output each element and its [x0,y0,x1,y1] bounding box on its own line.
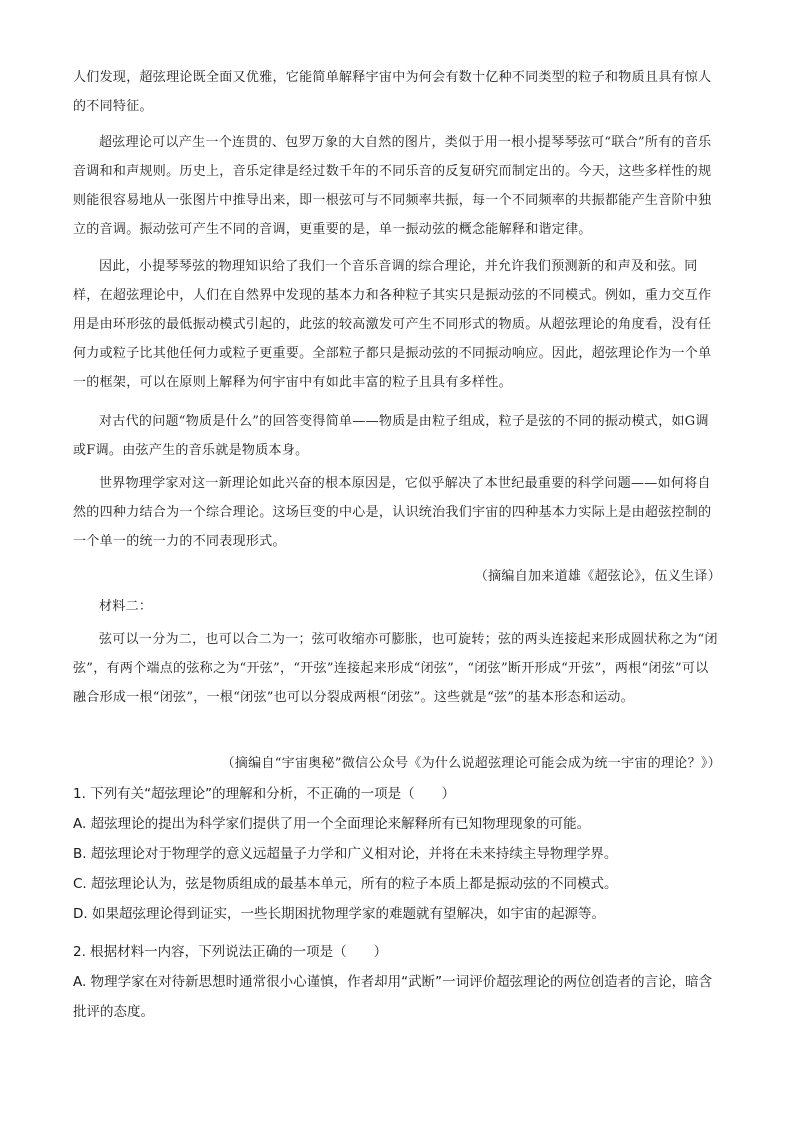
material2-paragraph [73,625,721,712]
material2-heading [73,592,721,621]
material1-paragraph-b [73,128,721,244]
question-2 [73,937,721,1027]
option-a: A. 超弦理论的提出为科学家们提供了用一个全面理论来解释所有已知物理现象的可能。 [73,816,591,832]
section-heading: 材料二： [99,599,153,614]
source-citation: （摘编自加来道雄《超弦论》，伍义生译） [474,569,721,584]
paragraph-text: 因此，小提琴琴弦的物理知识给了我们一个音乐音调的综合理论，并允许我们预测新的和声及和弦。同样，在超弦理论中，人们在自然界中发现的基本力和各种粒子其实只是振动弦的不同模式。例如，重力交互作用是由环形弦的最低振动模式引起的，此弦的较高激发可产生不同形式的物质。从超弦理论的角度看，没有任何力或粒子比其他任何力或粒子更重要。全部粒子都只是振动弦的不同振动响应。因此，超弦理论作为一个单一的框架，可以在原则上解释为何宇宙中有如此丰富的粒子且具有多样性。 [73,259,712,390]
material2-source [73,749,721,778]
material1-paragraph-d [73,407,721,465]
paragraph-text: 人们发现，超弦理论既全面又优雅，它能简单解释宇宙中为何会有数十亿种不同类型的粒子和物质且具有惊人的不同特征。 [73,70,712,114]
source-citation: （摘编自“宇宙奥秘”微信公众号《为什么说超弦理论可能会成为统一宇宙的理论？》） [221,756,721,771]
paragraph-text: 超弦理论可以产生一个连贯的、包罗万象的大自然的图片，类似于用一根小提琴琴弦可“联合”所有的音乐音调和和声规则。历史上，音乐定律是经过数千年的不同乐音的反复研究而制定出的。今天，这些多样性的规则能很容易地从一张图片中推导出来，即一根弦可与不同频率共振，每一个不同频率的共振都能产生音阶中独立的音调。振动弦可产生不同的音调，更重要的是，单一振动弦的概念能解释和谐定律。 [73,135,712,237]
paragraph-text: 世界物理学家对这一新理论如此兴奋的根本原因是，它似乎解决了本世纪最重要的科学问题——如何将自然的四种力结合为一个综合理论。这场巨变的中心是，认识统治我们宇宙的四种基本力实际上是由超弦控制的一个单一的统一力的不同表现形式。 [73,476,712,549]
question-1 [73,779,721,929]
paragraph-text: 对古代的问题“物质是什么”的回答变得简单——物质是由粒子组成，粒子是弦的不同的振动模式，如G调或F调。由弦产生的音乐就是物质本身。 [73,414,709,458]
material1-source [73,562,721,591]
option-b: B. 超弦理论对于物理学的意义远超量子力学和广义相对论，并将在未来持续主导物理学界。 [73,846,618,862]
option-d: D. 如果超弦理论得到证实，一些长期困扰物理学家的难题就有望解决，如宇宙的起源等。 [73,906,605,922]
question-stem: 1. 下列有关“超弦理论”的理解和分析，不正确的一项是（ ） [73,786,456,802]
option-a: A. 物理学家在对待新思想时通常很小心谨慎，作者却用“武断”一词评价超弦理论的两位创造者的言论，暗含批评的态度。 [73,974,713,1020]
material1-paragraph-a [73,63,721,121]
question-stem: 2. 根据材料一内容，下列说法正确的一项是（ ） [73,944,388,960]
material1-paragraph-e [73,469,721,556]
material1-paragraph-c [73,252,721,397]
paragraph-text: 弦可以一分为二，也可以合二为一；弦可收缩亦可膨胀，也可旋转；弦的两头连接起来形成圆状称之为“闭弦”，有两个端点的弦称之为“开弦”，“开弦”连接起来形成“闭弦”，“闭弦”断开形成“开弦”，两根“闭弦”可以融合形成一根“闭弦”，一根“闭弦”也可以分裂成两根“闭弦”。这些就是“弦”的基本形态和运动。 [73,632,718,705]
option-c: C. 超弦理论认为，弦是物质组成的最基本单元，所有的粒子本质上都是振动弦的不同模式。 [73,876,618,892]
